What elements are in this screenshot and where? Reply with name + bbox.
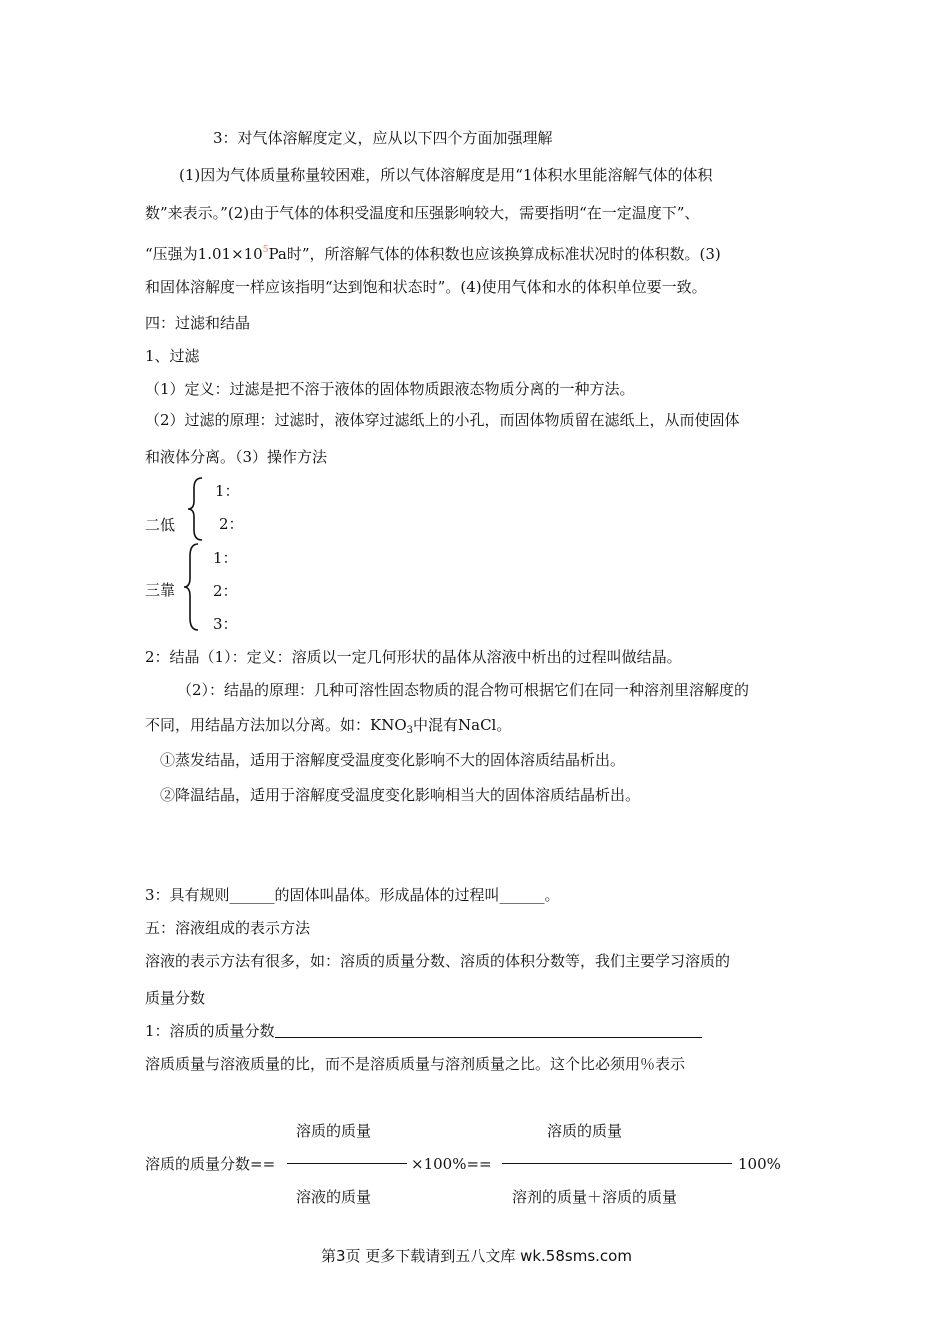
filter-principle: 和液体分离。（3）操作方法 — [145, 448, 328, 466]
paragraph-line: 数”来表示。”(2)由于气体的体积受温度和压强影响较大，需要指明“在一定温度下”、 — [145, 204, 700, 222]
list-item: 3： — [213, 615, 238, 633]
numerator: 溶质的质量 — [296, 1122, 372, 1140]
formula-multiplier: ×100%== — [411, 1155, 492, 1173]
fraction-bar — [287, 1163, 407, 1164]
paragraph-line: (1)因为气体质量称量较困难，所以气体溶解度是用“1体积水里能溶解气体的体积 — [179, 166, 713, 184]
blank-line — [275, 1020, 702, 1038]
cooling-crystallization: ②降温结晶，适用于溶解度受温度变化影响相当大的固体溶质结晶析出。 — [160, 786, 641, 804]
list-item: 2： — [219, 515, 244, 533]
section-4-title: 四：过滤和结晶 — [145, 314, 251, 332]
three-lean-label: 三靠 — [145, 581, 176, 599]
filter-principle: （2）过滤的原理：过滤时，液体穿过滤纸上的小孔，而固体物质留在滤纸上，从而使固体 — [145, 411, 740, 429]
left-brace-icon — [186, 476, 208, 542]
crystallization-principle: （2）：结晶的原理：几种可溶性固态物质的混合物可根据它们在同一种溶剂里溶解度的 — [177, 681, 750, 699]
paragraph-line: 质量分数 — [145, 989, 206, 1007]
formula-lhs: 溶质的质量分数== — [145, 1155, 276, 1173]
subscript: 3 — [406, 725, 414, 736]
crystallization-principle: 不同，用结晶方法加以分离。如：$KNO_3$中混有NaCl。 — [145, 716, 512, 736]
left-brace-icon — [182, 542, 204, 632]
page-footer: 第3页 更多下载请到五八文库 wk.58sms.com — [321, 1247, 632, 1265]
two-low-label: 二低 — [145, 516, 176, 534]
filter-definition: （1）定义：过滤是把不溶于液体的固体物质跟液态物质分离的一种方法。 — [145, 380, 635, 398]
denominator: 溶液的质量 — [296, 1188, 372, 1206]
denominator: 溶剂的质量＋溶质的质量 — [512, 1188, 678, 1206]
crystal-question: 3：具有规则______的固体叫晶体。形成晶体的过程叫______。 — [145, 886, 560, 904]
mass-fraction-note: 溶质质量与溶液质量的比，而不是溶质质量与溶剂质量之比。这个比必须用％表示 — [145, 1055, 686, 1073]
list-item: 2： — [213, 582, 238, 600]
gas-solubility-title: 3：对气体溶解度定义，应从以下四个方面加强理解 — [213, 129, 553, 147]
filter-title: 1、过滤 — [145, 347, 200, 365]
mass-fraction-label: 1：溶质的质量分数 — [145, 1020, 702, 1041]
fraction-bar — [502, 1163, 732, 1164]
list-item: 1： — [215, 482, 240, 500]
crystallization-definition: 2：结晶（1）：定义：溶质以一定几何形状的晶体从溶液中析出的过程叫做结晶。 — [145, 648, 682, 666]
paragraph-line: “压强为$1.01\times 10^5Pa$时”，所溶解气体的体积数也应该换算成标准状况时的体积数。(3) — [145, 245, 721, 263]
evaporation-crystallization: ①蒸发结晶，适用于溶解度受温度变化影响不大的固体溶质结晶析出。 — [160, 751, 626, 769]
paragraph-line: 和固体溶解度一样应该指明“达到饱和状态时”。(4)使用气体和水的体积单位要一致。 — [145, 278, 707, 296]
formula-end: 100% — [738, 1155, 781, 1173]
numerator: 溶质的质量 — [547, 1122, 623, 1140]
paragraph-line: 溶液的表示方法有很多，如：溶质的质量分数、溶质的体积分数等，我们主要学习溶质的 — [145, 952, 731, 970]
section-5-title: 五：溶液组成的表示方法 — [145, 919, 311, 937]
superscript-exponent: 5 — [262, 245, 269, 255]
list-item: 1： — [213, 549, 238, 567]
